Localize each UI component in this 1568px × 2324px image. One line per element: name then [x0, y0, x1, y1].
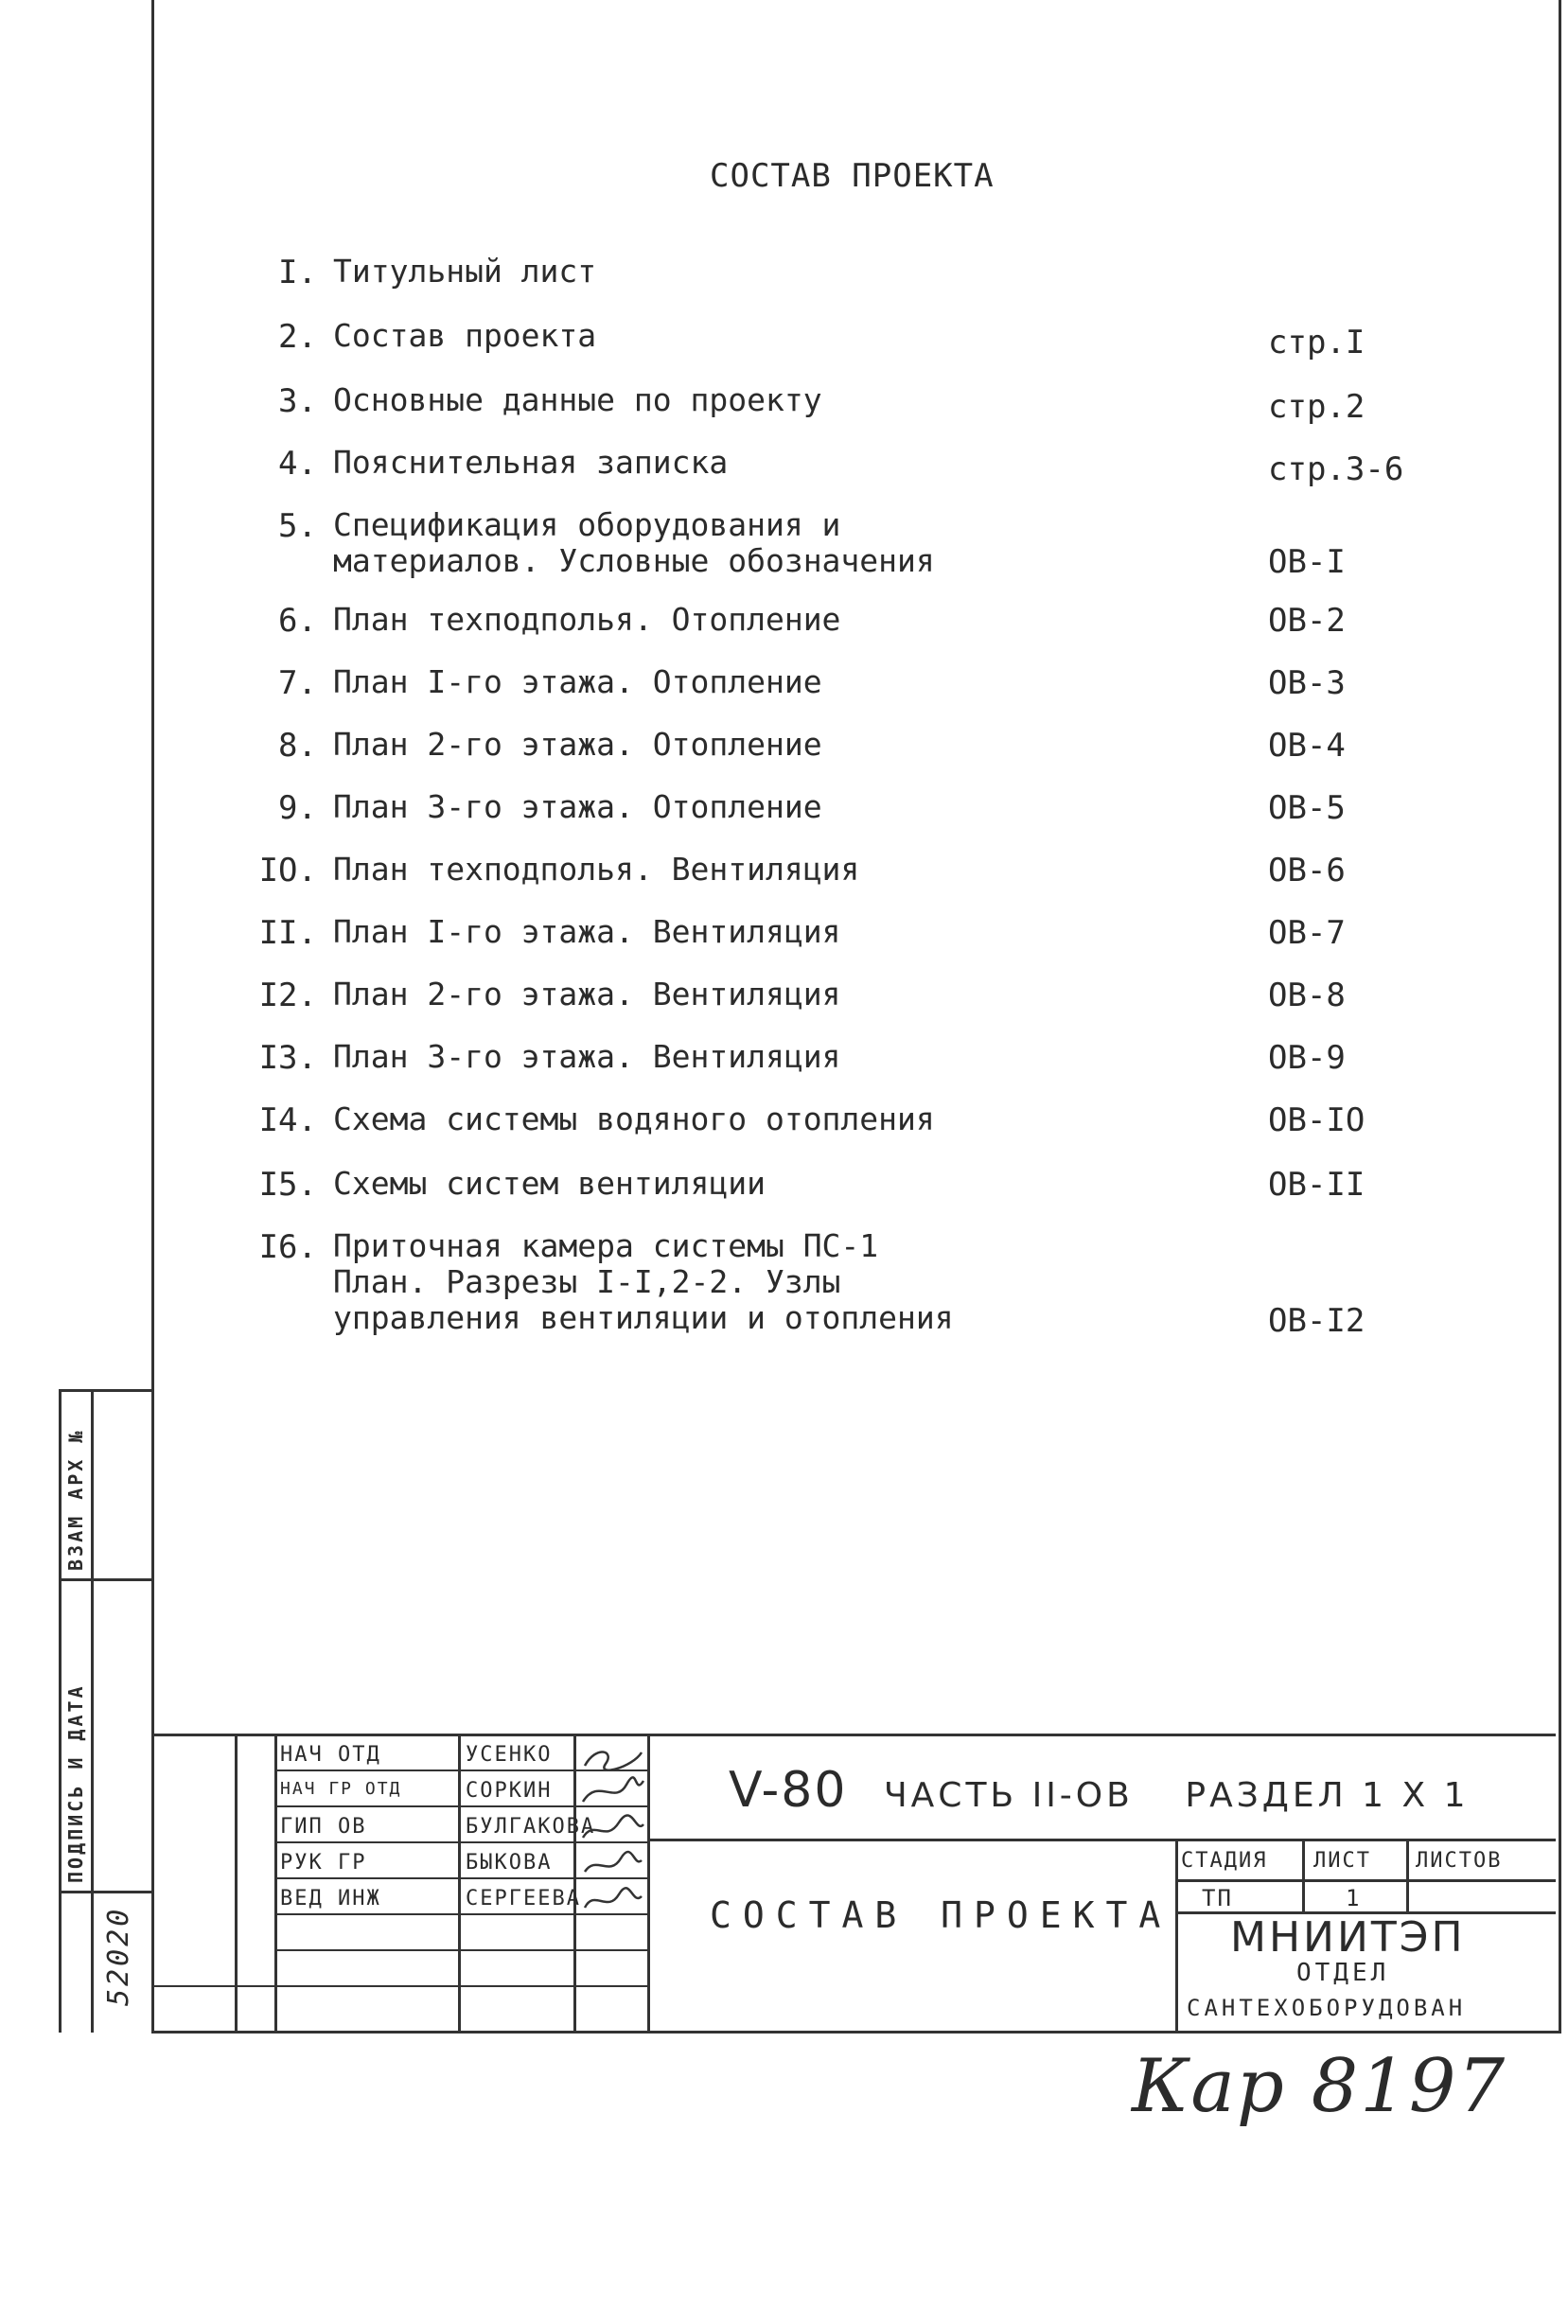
department-line-1: ОТДЕЛ	[1296, 1959, 1390, 1987]
contents-item-text: План 2-го этажа. Отопление	[333, 726, 822, 763]
contents-item-number: 7.	[278, 664, 317, 702]
stage-value: ТП	[1202, 1885, 1233, 1911]
sheet-value: 1	[1346, 1885, 1362, 1911]
project-code	[729, 1762, 1470, 1819]
role-5: ВЕД ИНЖ	[280, 1887, 381, 1910]
contents-item-number: 4.	[278, 445, 317, 483]
role-3: ГИП ОВ	[280, 1815, 367, 1839]
contents-item-number: I6.	[258, 1228, 317, 1266]
contents-item-text: Схема системы водяного отопления	[333, 1100, 935, 1137]
contents-item-sheet-ref: ОВ-9	[1268, 1039, 1346, 1077]
contents-item-text: План 3-го этажа. Отопление	[333, 788, 822, 825]
organization: МНИИТЭП	[1230, 1913, 1466, 1962]
contents-item-sheet-ref: стр.I	[1268, 324, 1365, 361]
sheet-title: СОСТАВ ПРОЕКТА	[710, 1894, 1172, 1936]
contents-item-sheet-ref: ОВ-4	[1268, 727, 1346, 765]
contents-item-text: Основные данные по проекту	[333, 381, 822, 418]
contents-item-sheet-ref: ОВ-2	[1268, 602, 1346, 640]
code-main: V-80	[729, 1762, 848, 1819]
contents-item-text: План I-го этажа. Вентиляция	[333, 913, 841, 950]
contents-item-text: Спецификация оборудования и материалов. Условные обозначения	[333, 506, 935, 579]
contents-item-number: 6.	[278, 602, 317, 640]
sheets-label: ЛИСТОВ	[1416, 1849, 1503, 1873]
contents-item-number: I4.	[258, 1101, 317, 1139]
contents-item-sheet-ref: ОВ-IО	[1268, 1101, 1365, 1139]
handwritten-note: Кар 8197	[1132, 2044, 1507, 2129]
contents-item-number: 3.	[278, 382, 317, 420]
signatures	[577, 1739, 647, 1919]
department-line-2: САНТЕХОБОРУДОВАН	[1187, 1995, 1467, 2021]
name-5: СЕРГЕЕВА	[466, 1887, 581, 1910]
contents-item-text: План техподполья. Отопление	[333, 601, 841, 638]
contents-item-number: II.	[258, 914, 317, 952]
contents-item-text: Схемы систем вентиляции	[333, 1165, 766, 1202]
contents-item-sheet-ref: стр.2	[1268, 388, 1365, 426]
page-title: СОСТАВ ПРОЕКТА	[710, 157, 995, 195]
contents-item-number: I.	[278, 254, 317, 291]
contents-item-sheet-ref: стр.3-6	[1268, 450, 1404, 488]
contents-item-text: Пояснительная записка	[333, 444, 729, 481]
arch-number: 52020	[102, 1906, 135, 2006]
contents-item-number: IO.	[258, 852, 317, 889]
contents-item-sheet-ref: ОВ-7	[1268, 914, 1346, 952]
sign-label: ПОДПИСЬ И ДАТА	[64, 1683, 87, 1883]
title-block	[151, 1734, 1556, 2031]
role-1: НАЧ ОТД	[280, 1743, 381, 1767]
contents-item-number: 9.	[278, 789, 317, 827]
contents-item-number: 8.	[278, 727, 317, 765]
code-part: ЧАСТЬ II-ОВ	[884, 1776, 1134, 1815]
contents-item-text: План 3-го этажа. Вентиляция	[333, 1038, 841, 1075]
contents-item-sheet-ref: ОВ-I2	[1268, 1302, 1365, 1340]
role-4: РУК ГР	[280, 1851, 367, 1875]
contents-item-sheet-ref: ОВ-6	[1268, 852, 1346, 889]
contents-item-number: I2.	[258, 977, 317, 1014]
name-3: БУЛГАКОВА	[466, 1815, 596, 1839]
contents-item-sheet-ref: ОВ-II	[1268, 1166, 1365, 1204]
contents-item-number: 2.	[278, 318, 317, 356]
code-section: РАЗДЕЛ 1 Х 1	[1185, 1776, 1470, 1815]
contents-item-sheet-ref: ОВ-8	[1268, 977, 1346, 1014]
stage-label: СТАДИЯ	[1181, 1849, 1268, 1873]
inv-label: ВЗАМ АРХ №	[64, 1428, 87, 1571]
contents-item-text: Состав проекта	[333, 317, 597, 354]
contents-item-text: Приточная камера системы ПС-1 План. Разрезы I-I,2-2. Узлы управления вентиляции и отопления	[333, 1227, 954, 1336]
contents-item-text: План 2-го этажа. Вентиляция	[333, 976, 841, 1012]
name-1: УСЕНКО	[466, 1743, 553, 1767]
contents-item-number: I5.	[258, 1166, 317, 1204]
contents-item-sheet-ref: ОВ-3	[1268, 664, 1346, 702]
contents-item-number: 5.	[278, 507, 317, 545]
contents-item-text: План техподполья. Вентиляция	[333, 851, 860, 888]
sheet-label: ЛИСТ	[1313, 1849, 1371, 1873]
name-4: БЫКОВА	[466, 1851, 553, 1875]
name-2: СОРКИН	[466, 1779, 553, 1803]
contents-item-text: План I-го этажа. Отопление	[333, 663, 822, 700]
contents-item-sheet-ref: ОВ-5	[1268, 789, 1346, 827]
contents-item-number: I3.	[258, 1039, 317, 1077]
contents-item-text: Титульный лист	[333, 253, 597, 290]
role-2: НАЧ ГР ОТД	[280, 1779, 402, 1799]
contents-item-sheet-ref: ОВ-I	[1268, 543, 1346, 581]
